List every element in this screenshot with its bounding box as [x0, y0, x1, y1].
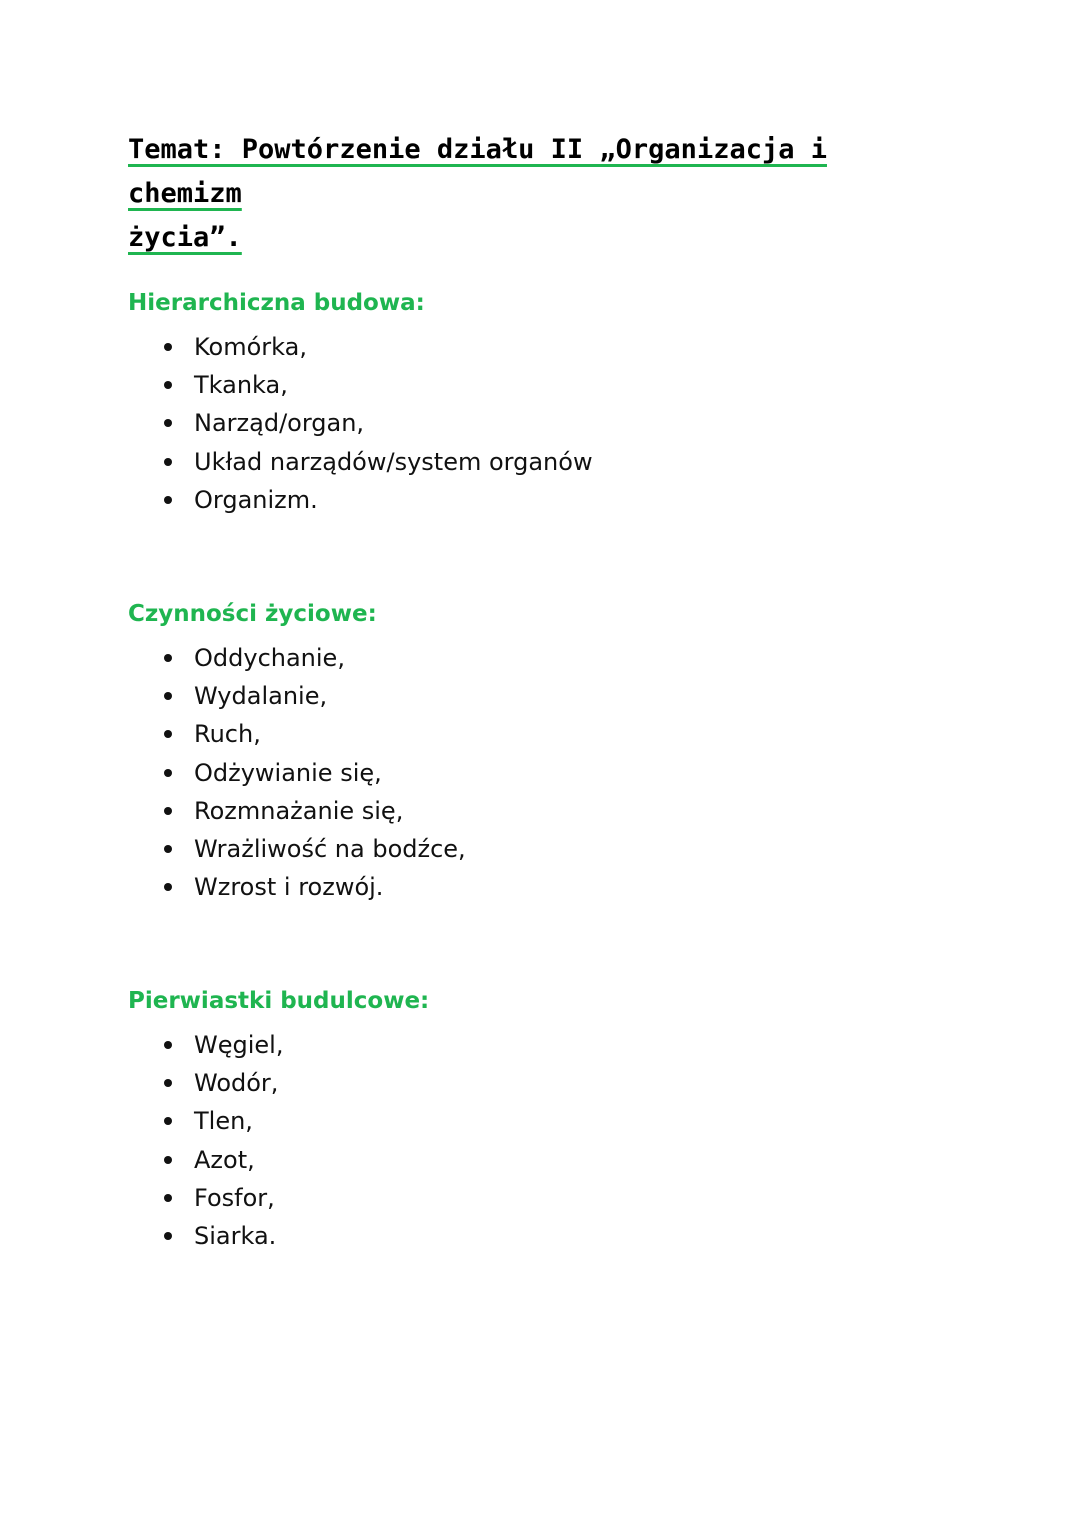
- list-item: [128, 1102, 283, 1140]
- list-item: [128, 328, 593, 366]
- bullet-list: [128, 639, 466, 906]
- title-line-1: Temat: Powtórzenie działu II „Organizacja i chemizm: [128, 134, 827, 209]
- bullet-dot-icon: [164, 1232, 172, 1240]
- list-item-text: Fosfor,: [194, 1183, 275, 1212]
- bullet-dot-icon: [164, 807, 172, 815]
- list-item: [128, 868, 466, 906]
- list-item: [128, 1179, 283, 1217]
- bullet-dot-icon: [164, 883, 172, 891]
- list-item-text: Oddychanie,: [194, 644, 345, 672]
- list-item: [128, 792, 466, 830]
- list-item: [128, 1064, 283, 1102]
- section-life-processes: [128, 599, 928, 902]
- list-item-text: Siarka.: [194, 1221, 277, 1250]
- bullet-dot-icon: [164, 343, 172, 351]
- list-item-text: Wzrost i rozwój.: [194, 873, 384, 902]
- list-item-text: Tkanka,: [194, 371, 288, 400]
- list-item: [128, 443, 593, 481]
- list-item-text: Organizm.: [194, 485, 318, 514]
- bullet-list: [128, 1026, 283, 1255]
- bullet-dot-icon: [164, 730, 172, 738]
- list-item: [128, 754, 466, 792]
- bullet-dot-icon: [164, 845, 172, 853]
- bullet-dot-icon: [164, 654, 172, 662]
- bullet-dot-icon: [164, 1117, 172, 1125]
- bullet-dot-icon: [164, 769, 172, 777]
- list-item-text: Narząd/organ,: [194, 409, 365, 438]
- list-item: [128, 1217, 283, 1255]
- bullet-dot-icon: [164, 458, 172, 466]
- section-building-elements: [128, 986, 928, 1250]
- bullet-list: [128, 328, 593, 519]
- list-item: [128, 830, 466, 868]
- list-item-text: Odżywianie się,: [194, 758, 382, 787]
- list-item: [128, 1026, 283, 1064]
- bullet-dot-icon: [164, 496, 172, 504]
- list-item-text: Azot,: [194, 1145, 255, 1174]
- list-item: [128, 404, 593, 442]
- bullet-dot-icon: [164, 381, 172, 389]
- bullet-dot-icon: [164, 1156, 172, 1164]
- bullet-dot-icon: [164, 419, 172, 427]
- bullet-dot-icon: [164, 1041, 172, 1049]
- list-item-text: Wodór,: [194, 1069, 279, 1098]
- bullet-dot-icon: [164, 1194, 172, 1202]
- list-item-text: Układ narządów/system organów: [194, 447, 593, 476]
- list-item: [128, 639, 466, 677]
- list-item-text: Komórka,: [194, 333, 307, 361]
- section-hierarchy: [128, 288, 928, 514]
- list-item: [128, 715, 466, 753]
- bullet-dot-icon: [164, 692, 172, 700]
- list-item-text: Tlen,: [194, 1107, 253, 1136]
- section-heading: Pierwiastki budulcowe:: [128, 988, 430, 1014]
- list-item-text: Wrażliwość na bodźce,: [194, 834, 466, 863]
- list-item: [128, 1141, 283, 1179]
- page-title: [128, 128, 928, 260]
- list-item: [128, 481, 593, 519]
- list-item-text: Wydalanie,: [194, 682, 328, 711]
- list-item-text: Ruch,: [194, 720, 261, 749]
- title-line-2: życia”.: [128, 222, 242, 253]
- list-item-text: Węgiel,: [194, 1031, 284, 1059]
- section-heading: Czynności życiowe:: [128, 601, 377, 627]
- section-heading: Hierarchiczna budowa:: [128, 290, 425, 316]
- bullet-dot-icon: [164, 1079, 172, 1087]
- list-item-text: Rozmnażanie się,: [194, 796, 404, 825]
- list-item: [128, 366, 593, 404]
- list-item: [128, 677, 466, 715]
